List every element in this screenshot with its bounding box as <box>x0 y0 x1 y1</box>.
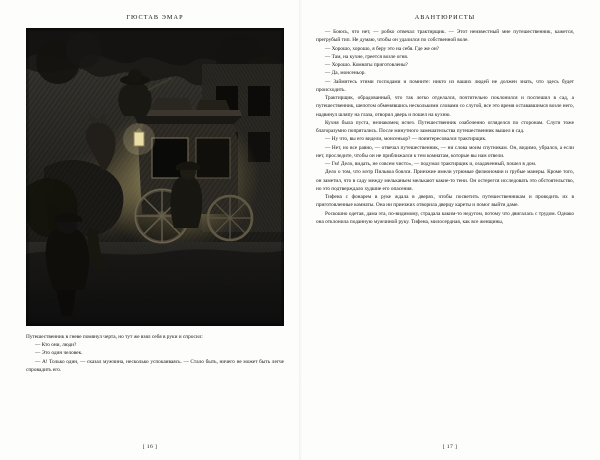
paragraph: Путешественник в гневе помянул черта, но тут же взял себя в руки и спросил: <box>26 334 203 340</box>
paragraph: — Хорошо, хорошо, я беру это на себя. Где же он? <box>325 45 440 52</box>
carriage-lantern <box>123 123 155 155</box>
left-running-head: ГЮСТАВ ЭМАР <box>126 14 184 21</box>
right-running-head: АВАНТЮРИСТЫ <box>414 14 476 21</box>
paragraph: — Ну что, вы его видели, монсеньор? — поинтересовался трактирщик. <box>325 136 487 143</box>
left-page-text <box>26 333 284 374</box>
paragraph: — Боюсь, что нет, — робко отвечал трактирщик. — Этот неизвестный мне путешественник, кажется, прегрубый тип. Не думаю, чтобы он удалился по собственной воле. <box>316 29 574 44</box>
paragraph: Трактирщик, обрадованный, что так легко отделался, почтительно поклонился и поспешил в сад, а путешественник, шепотом обменявшись несколькими словами со слугой, все это время остававшимся возле него, надвинул шляпу на глаза, отворил дверь и пошел на кухню. <box>316 95 574 118</box>
engraving-svg <box>26 28 284 326</box>
carriage-night-engraving <box>26 28 284 326</box>
paragraph: — А! Только один, — сказал мужчина, несколько успокаиваясь. — Стало быть, ничего не может быть легче спровадить его. <box>26 358 284 373</box>
paragraph: — Там, на кухне, греется возле огня. <box>325 53 409 60</box>
paragraph: — Кто они, люди? <box>35 342 77 349</box>
right-page <box>300 0 600 460</box>
paragraph: — Хорошо. Комнаты приготовлены? <box>325 62 408 68</box>
paragraph: Тифена с фонарем в руке ждала в дверях, чтобы посветить путешественникам и проводить их в приготовленные комнаты. Она ни приезжих отворила дверцу кареты и помог выйти даме. <box>316 194 574 209</box>
paragraph: — Нет, но все равно, — отвечал путешественник, — ни слова моим спутникам. Он, видимо, убрался, а если нет, проследите, чтобы он не приближался к тем комнатам, которые вы нам отвели. <box>316 144 574 159</box>
paragraph: Кухня была пуста, незнакомец исчез. Путешественник озабоченно огляделся по сторонам. Слуги тоже благоразумно попрятались. После минутного замешательства путешественник вышел в сад. <box>316 119 574 134</box>
paragraph: — Это один человек. <box>35 350 83 357</box>
illustration-container <box>26 28 284 326</box>
left-folio: [ 16 ] <box>142 444 158 450</box>
right-folio: [ 17 ] <box>442 444 458 450</box>
paragraph: — Гм! Дело, видать, не совсем чисто», — подумал трактирщик и, озадаченный, пошел в дом. <box>325 161 537 167</box>
paragraph: — Да, монсеньор. <box>325 70 366 77</box>
right-page-text <box>316 28 574 226</box>
paragraph: Дело о том, что мэтр Пильвоа боялся. Приезжие имели угрюмые физиономии и грубые манеры. Кроме того, он заметил, что в саду между мельканьем мелькают какие-то тени. Он остерегся исследовать это обстоятельство, но это подтверждало худшие его опасения. <box>316 169 574 192</box>
paragraph: — Займитесь этими господами и помните: никто из ваших людей не должен знать, что здесь будет происходить. <box>316 78 574 93</box>
paragraph: Роскошно одетая, дама эта, по-видимому, страдала каким-то недугом, потому что двигалась с трудом. Однако она отклонила поданную мужчиной руку. Тифена, милосердная, как все женщины, <box>316 210 574 225</box>
